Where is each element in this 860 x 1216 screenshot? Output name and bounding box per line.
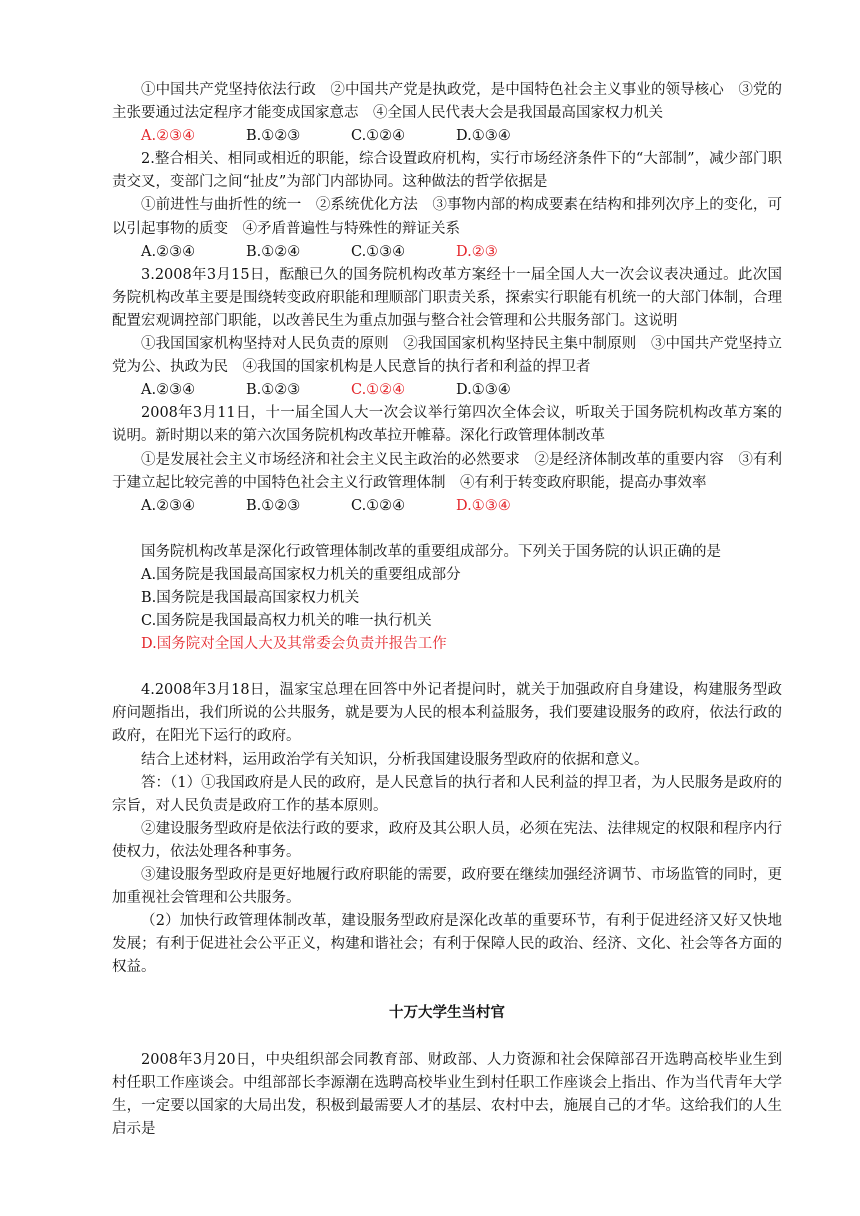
q2-stem: 2.整合相关、相同或相近的职能，综合设置政府机构，实行市场经济条件下的“大部制”，减少部门职责交叉，变部门之间“扯皮”为部门内部协同。这种做法的哲学依据是 <box>112 151 782 191</box>
q5-option-d: D.国务院对全国人大及其常委会负责并报告工作 <box>141 636 447 653</box>
q5-option-c: C.国务院是我国最高权力机关的唯一执行机关 <box>141 613 432 630</box>
q1-option-c: C.①②④ <box>351 128 406 145</box>
q6-answer-1b: ②建设服务型政府是依法行政的要求，政府及其公职人员，必须在宪法、法律规定的权限和程序内行使权力，依法处理各种事务。 <box>112 820 782 860</box>
spacer <box>112 979 782 1002</box>
q3-option-b: B.①②③ <box>246 382 301 399</box>
q3-stem: 3.2008年3月15日，酝酿已久的国务院机构改革方案经十一届全国人大一次会议表决通过。此次国务院机构改革主要是围绕转变政府职能和理顺部门职责关系，探索实行职能有机统一的大部门体制，合理配置宏观调控部门职能，以改善民生为重点加强与整合社会管理和公共服务部门。这说明 <box>112 266 782 329</box>
q6-task: 结合上述材料，运用政治学有关知识，分析我国建设服务型政府的依据和意义。 <box>141 751 649 768</box>
q1-option-d: D.①③④ <box>456 128 511 145</box>
q6-answer-1a: 答：（1）①我国政府是人民的政府，是人民意旨的执行者和人民利益的捍卫者，为人民服务是政府的宗旨，对人民负责是政府工作的基本原则。 <box>112 774 782 814</box>
q1-option-a: A.②③④ <box>141 128 196 145</box>
spacer <box>112 518 782 541</box>
section-text: 2008年3月20日，中央组织部会同教育部、财政部、人力资源和社会保障部召开选聘高校毕业生到村任职工作座谈会。中组部部长李源潮在选聘高校毕业生到村任职工作座谈会上指出、作为当代青年大学生，一定要以国家的大局出发，积极到最需要人才的基层、农村中去，施展自己的才华。这给我们的人生启示是 <box>112 1051 782 1137</box>
q2-option-c: C.①③④ <box>351 243 406 260</box>
q4-option-a: A.②③④ <box>141 497 196 514</box>
spacer <box>112 1026 782 1049</box>
q2-options <box>112 241 782 264</box>
q2-choices: ①前进性与曲折性的统一 ②系统优化方法 ③事物内部的构成要素在结构和排列次序上的变化，可以引起事物的质变 ④矛盾普遍性与特殊性的辩证关系 <box>112 197 782 237</box>
spacer <box>112 656 782 679</box>
q2-option-a: A.②③④ <box>141 243 196 260</box>
q2-option-b: B.①②④ <box>246 243 301 260</box>
q2-option-d: D.②③ <box>456 243 498 260</box>
section-title: 十万大学生当村官 <box>389 1005 505 1022</box>
q3-option-a: A.②③④ <box>141 382 196 399</box>
q3-option-c: C.①②④ <box>351 382 406 399</box>
document-body <box>112 79 782 1141</box>
q5-stem: 国务院机构改革是深化行政管理体制改革的重要组成部分。下列关于国务院的认识正确的是 <box>141 543 721 560</box>
q1-options <box>112 125 782 148</box>
q4-choices: ①是发展社会主义市场经济和社会主义民主政治的必然要求 ②是经济体制改革的重要内容 ③有利于建立起比较完善的中国特色社会主义行政管理体制 ④有利于转变政府职能，提高办事效率 <box>112 451 782 491</box>
q6-answer-1c: ③建设服务型政府是更好地履行政府职能的需要，政府要在继续加强经济调节、市场监管的同时，更加重视社会管理和公共服务。 <box>112 867 782 907</box>
q6-stem: 4.2008年3月18日，温家宝总理在回答中外记者提问时，就关于加强政府自身建设，构建服务型政府问题指出，我们所说的公共服务，就是要为人民的根本利益服务，我们要建设服务的政府，依法行政的政府，在阳光下运行的政府。 <box>112 682 782 745</box>
q6-answer-2: （2）加快行政管理体制改革，建设服务型政府是深化改革的重要环节，有利于促进经济又好又快地发展；有利于促进社会公平正义，构建和谐社会；有利于保障人民的政治、经济、文化、社会等各方面的权益。 <box>112 913 782 976</box>
q3-option-d: D.①③④ <box>456 382 511 399</box>
q5-option-a: A.国务院是我国最高国家权力机关的重要组成部分 <box>141 566 461 583</box>
q4-stem: 2008年3月11日，十一届全国人大一次会议举行第四次全体会议，听取关于国务院机构改革方案的说明。新时期以来的第六次国务院机构改革拉开帷幕。深化行政管理体制改革 <box>112 405 782 445</box>
q3-choices: ①我国国家机构坚持对人民负责的原则 ②我国国家机构坚持民主集中制原则 ③中国共产党坚持立党为公、执政为民 ④我国的国家机构是人民意旨的执行者和利益的捍卫者 <box>112 336 782 376</box>
q3-options <box>112 379 782 402</box>
q4-option-c: C.①②④ <box>351 497 406 514</box>
q1-choices: ①中国共产党坚持依法行政 ②中国共产党是执政党，是中国特色社会主义事业的领导核心 ③党的主张要通过法定程序才能变成国家意志 ④全国人民代表大会是我国最高国家权力机关 <box>112 82 782 122</box>
q5-option-b: B.国务院是我国最高国家权力机关 <box>141 589 360 606</box>
q4-option-b: B.①②③ <box>246 497 301 514</box>
q4-option-d: D.①③④ <box>456 497 511 514</box>
q1-option-b: B.①②③ <box>246 128 301 145</box>
q4-options <box>112 495 782 518</box>
